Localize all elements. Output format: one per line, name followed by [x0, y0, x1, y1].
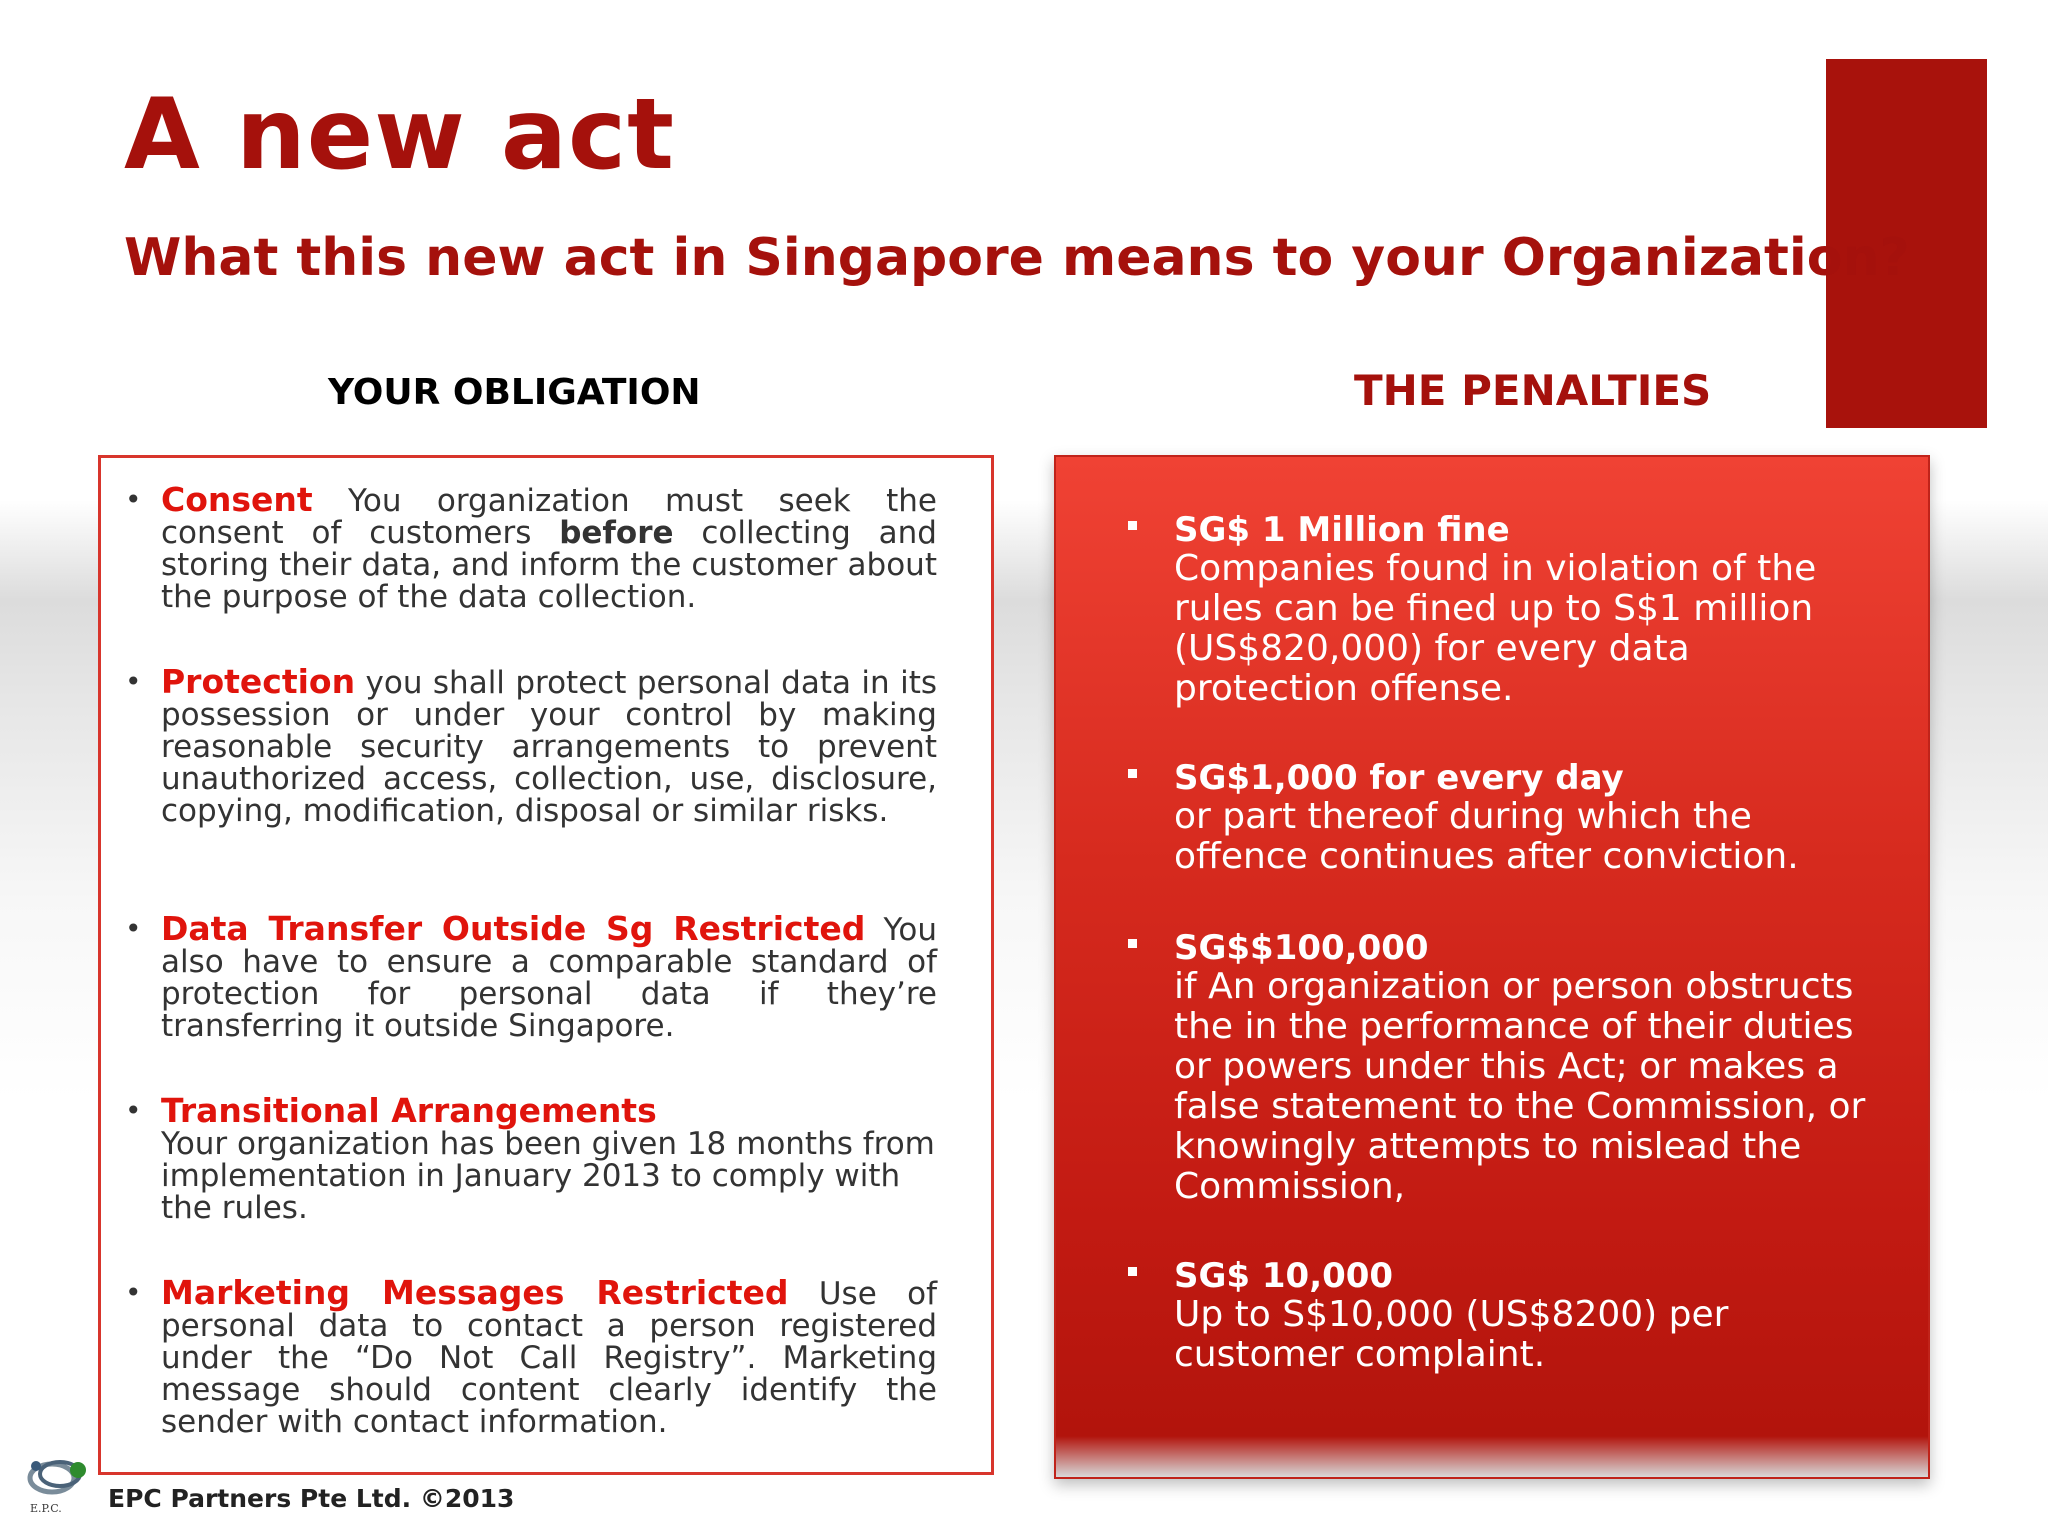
penalty-body: if An organization or person obstructs the in the performance of their duties or powers under this Act; or makes a false statement to the Commission, or knowingly attempts to mislead the Commission, — [1174, 966, 1866, 1207]
penalties-panel — [1054, 455, 1930, 1479]
obligation-keyword: Consent — [161, 480, 313, 519]
obligation-text: you shall protect personal data in its possession or under your control by making reasonable security arrangements to prevent unauthorized access, collection, use, disclosure, copying, modification, disposal or similar risks. — [161, 665, 937, 829]
obligation-text: You also have to ensure a comparable standard of protection for personal data if they’re transferring it outside Singapore. — [161, 912, 937, 1044]
bullet-icon: • — [125, 665, 142, 698]
bullet-icon: • — [125, 483, 142, 516]
penalty-body: Up to S$10,000 (US$8200) per customer complaint. — [1174, 1294, 1729, 1375]
obligation-item-transitional — [125, 1091, 937, 1226]
penalty-title: SG$ 1 Million fine — [1174, 510, 1510, 550]
obligation-text: You organization must seek the consent of customers — [161, 483, 937, 551]
penalty-item — [1174, 929, 1874, 1207]
slide-subtitle: What this new act in Singapore means to your Organization? — [124, 228, 1910, 288]
penalty-item — [1174, 1257, 1874, 1375]
logo-text: E.P.C. — [30, 1502, 62, 1515]
obligation-text: collecting and storing their data, and inform the customer about the purpose of the data collection. — [161, 515, 937, 615]
square-bullet-icon — [1128, 939, 1137, 948]
penalty-item — [1174, 759, 1874, 877]
square-bullet-icon — [1128, 521, 1137, 530]
penalty-title: SG$1,000 for every day — [1174, 758, 1624, 798]
obligation-item-consent — [125, 480, 937, 615]
square-bullet-icon — [1128, 1267, 1137, 1276]
obligation-keyword: Transitional Arrangements — [161, 1091, 657, 1130]
obligation-panel — [98, 455, 994, 1475]
bullet-icon: • — [125, 1276, 142, 1309]
slide-title: A new act — [124, 78, 675, 192]
footer-company: EPC Partners Pte Ltd. ©2013 — [108, 1484, 515, 1513]
obligation-item-marketing — [125, 1273, 937, 1440]
obligation-keyword: Data Transfer Outside Sg Restricted — [161, 909, 866, 948]
obligation-keyword: Marketing Messages Restricted — [161, 1273, 789, 1312]
bullet-icon: • — [125, 1094, 142, 1127]
obligation-keyword: Protection — [161, 662, 356, 701]
obligation-emphasis: before — [559, 515, 674, 551]
epc-logo — [22, 1442, 96, 1516]
obligation-text: Your organization has been given 18 months from implementation in January 2013 to comply with the rules. — [161, 1126, 935, 1226]
obligation-heading: YOUR OBLIGATION — [328, 372, 701, 413]
bullet-icon: • — [125, 912, 142, 945]
penalties-heading: THE PENALTIES — [1354, 366, 1712, 415]
square-bullet-icon — [1128, 769, 1137, 778]
penalty-body: Companies found in violation of the rules can be fined up to S$1 million (US$820,000) for every data protection offense. — [1174, 548, 1817, 709]
obligation-item-data-transfer — [125, 909, 937, 1044]
penalty-item — [1174, 511, 1874, 709]
obligation-item-protection — [125, 662, 937, 829]
penalty-body: or part thereof during which the offence continues after conviction. — [1174, 796, 1799, 877]
obligation-text: Use of personal data to contact a person registered under the “Do Not Call Registry”. Marketing message should content clearly identify the sender with contact information. — [161, 1276, 937, 1440]
penalty-title: SG$$100,000 — [1174, 928, 1429, 968]
penalty-title: SG$ 10,000 — [1174, 1256, 1394, 1296]
